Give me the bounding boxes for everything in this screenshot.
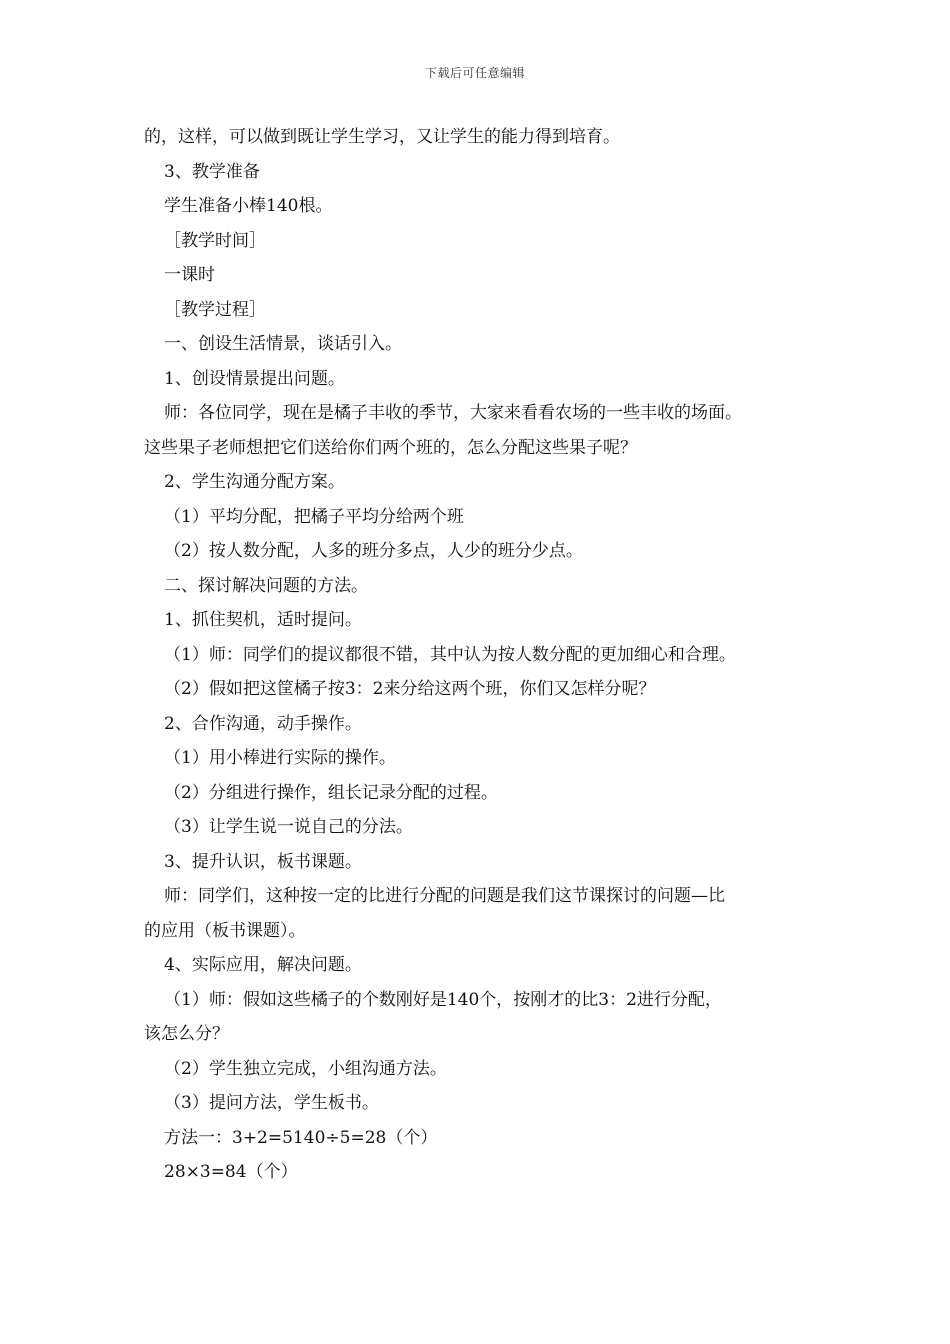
paragraph-line: 二、探讨解决问题的方法。	[164, 575, 368, 596]
paragraph-line: 3、提升认识，板书课题。	[164, 851, 362, 872]
paragraph-line: （1）平均分配，把橘子平均分给两个班	[164, 506, 464, 527]
paragraph-line: 师：各位同学，现在是橘子丰收的季节，大家来看看农场的一些丰收的场面。	[164, 403, 742, 423]
paragraph-line: （1）师：假如这些橘子的个数刚好是140个，按刚才的比3：2进行分配，	[164, 989, 722, 1010]
page-header: 下载后可任意编辑	[424, 66, 525, 80]
paragraph-line: 学生准备小棒140根。	[164, 196, 333, 216]
paragraph-line: 一、创设生活情景，谈话引入。	[164, 334, 402, 354]
paragraph-line: ［教学时间］	[164, 230, 266, 251]
paragraph-line: 一课时	[164, 265, 215, 285]
paragraph-line: 该怎么分？	[144, 1024, 229, 1044]
document-body	[144, 120, 824, 1190]
paragraph-line: 1、抓住契机，适时提问。	[164, 610, 362, 630]
paragraph-line: （1）师：同学们的提议都很不错，其中认为按人数分配的更加细心和合理。	[164, 644, 736, 665]
paragraph-line: 28×3=84（个）	[164, 1162, 298, 1182]
paragraph-line: 4、实际应用，解决问题。	[164, 955, 362, 975]
paragraph-line: 这些果子老师想把它们送给你们两个班的，怎么分配这些果子呢？	[144, 437, 637, 458]
paragraph-line: 的应用（板书课题）。	[144, 920, 306, 941]
paragraph-line: 的，这样，可以做到既让学生学习，又让学生的能力得到培育。	[144, 127, 620, 147]
paragraph-line: 3、教学准备	[164, 161, 260, 182]
paragraph-line: （1）用小棒进行实际的操作。	[164, 748, 396, 768]
paragraph-line: （2）分组进行操作，组长记录分配的过程。	[164, 782, 498, 803]
paragraph-line: （3）提问方法，学生板书。	[164, 1093, 379, 1113]
paragraph-line: 方法一：3+2=5140÷5=28（个）	[164, 1127, 438, 1148]
paragraph-line: ［教学过程］	[164, 299, 266, 320]
paragraph-line: （3）让学生说一说自己的分法。	[164, 817, 413, 837]
paragraph-line: 2、学生沟通分配方案。	[164, 472, 345, 492]
paragraph-line: 2、合作沟通，动手操作。	[164, 713, 362, 734]
paragraph-line: 师：同学们，这种按一定的比进行分配的问题是我们这节课探讨的问题—比	[164, 886, 725, 906]
paragraph-line: 1、创设情景提出问题。	[164, 368, 345, 389]
paragraph-line: （2）按人数分配，人多的班分多点，人少的班分少点。	[164, 541, 583, 561]
paragraph-line: （2）学生独立完成，小组沟通方法。	[164, 1058, 447, 1079]
paragraph-line: （2）假如把这筐橘子按3：2来分给这两个班，你们又怎样分呢？	[164, 679, 656, 699]
